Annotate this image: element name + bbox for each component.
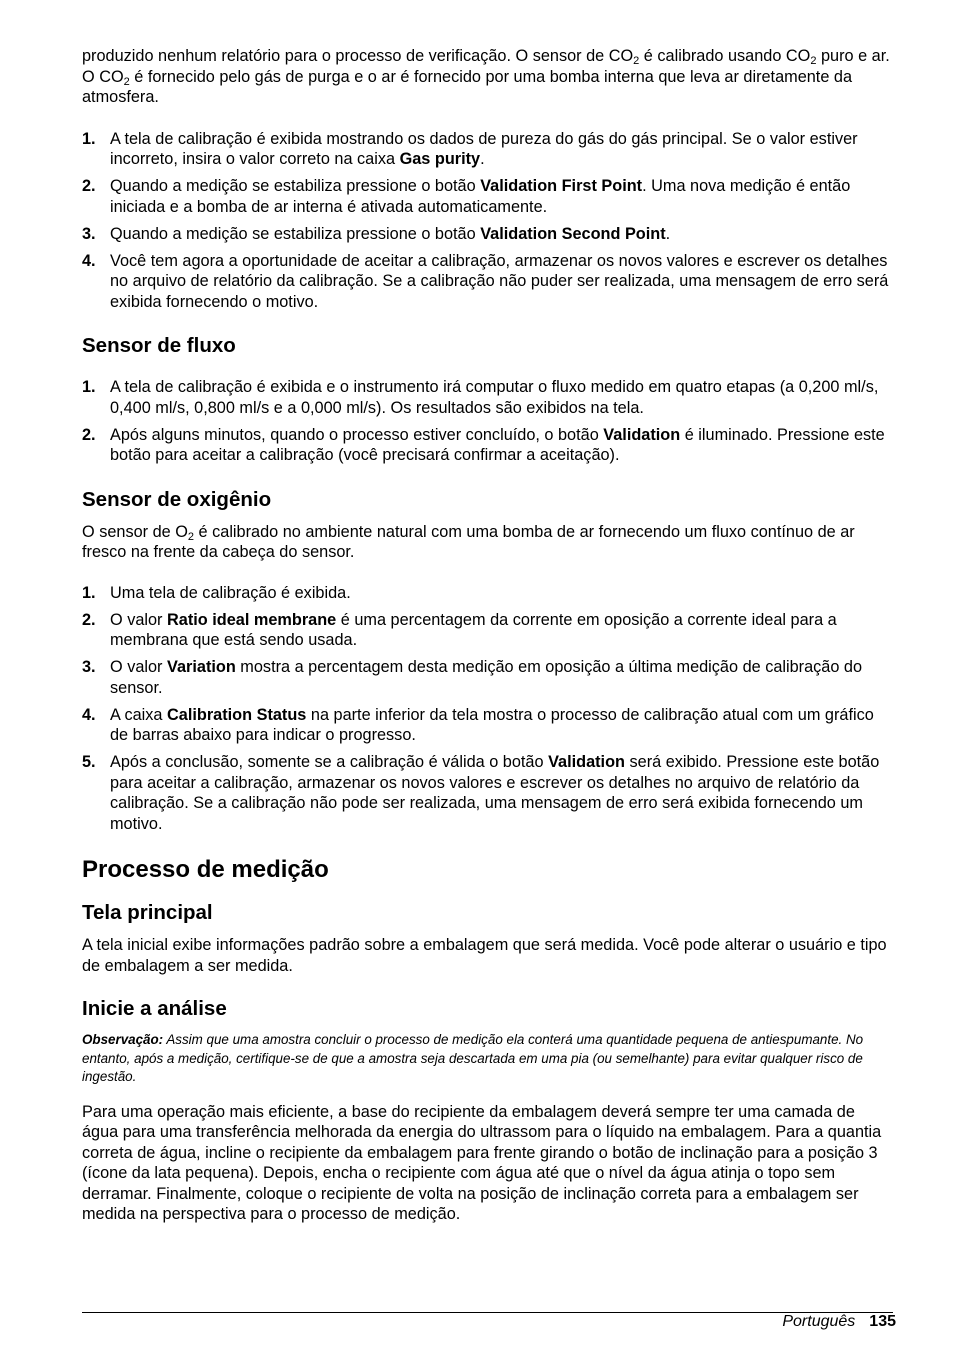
note-label: Observação:: [82, 1032, 164, 1047]
list-item: [82, 657, 892, 698]
note-text: Assim que uma amostra concluir o processo de medição ela conterá uma quantidade pequena de antiespumante. No entanto, após a medição, certifique-se de que a amostra seja descartada em uma pia (ou semelhante) para evitar qualquer risco de ingestão.: [82, 1032, 864, 1084]
step-number: 2.: [82, 177, 96, 195]
section-heading-main-screen: Tela principal: [82, 901, 213, 924]
start-paragraph: Para uma operação mais eficiente, a base do recipiente da embalagem deverá sempre ter uma camada de água para uma transferência melhorada da energia do ultrassom para o líquido na embalagem. Para a quantia correta de água, incline o recipiente da embalagem para frente girando o botão de inclinação para a posição 3 (ícone da lata pequena). Depois, encha o recipiente com água até que o nível da água atinja o topo sem derramar. Finalmente, coloque o recipiente de volta na posição de inclinação correta para a embalagem ser medida na perspectiva para o processo de medição.: [82, 1102, 882, 1223]
subscript: 2: [187, 530, 195, 543]
step-bold-term: Validation: [603, 425, 681, 444]
step-number: 4.: [82, 251, 96, 270]
step-text: Uma tela de calibração é exibida.: [110, 583, 351, 602]
step-text: é uma percentagem da corrente em oposição a corrente ideal para a membrana que está sendo usada.: [110, 610, 837, 649]
oxygen-steps-list: [82, 583, 892, 835]
step-text: A tela de calibração é exibida e o instrumento irá computar o fluxo medido em quatro etapas (a 0,200 ml/s, 0,400 ml/s, 0,800 ml/s e a 0,000 ml/s). Os resultados são exibidos na tela.: [110, 378, 879, 417]
step-text: .: [665, 224, 671, 243]
footer-language: Português: [782, 1313, 856, 1330]
list-item: [82, 251, 892, 313]
step-bold-term: Variation: [167, 658, 236, 676]
step-bold-term: Gas purity: [399, 150, 481, 168]
subscript: 2: [810, 55, 817, 67]
oxygen-text-2: é calibrado no ambiente natural com uma bomba de ar fornecendo um fluxo contínuo de ar fresco na frente da cabeça do sensor.: [82, 522, 855, 561]
step-text: Quando a medição se estabiliza pressione o botão: [110, 224, 481, 243]
step-text: Quando a medição se estabiliza pressione o botão: [110, 177, 481, 195]
subscript: 2: [123, 75, 130, 88]
step-bold-term: Validation: [548, 753, 625, 771]
step-number: 4.: [82, 705, 96, 724]
footer-rule: [82, 1312, 893, 1313]
step-text: na parte inferior da tela mostra o processo de calibração atual com um gráfico de barras abaixo para indicar o progresso.: [110, 705, 874, 744]
step-number: 5.: [82, 753, 96, 771]
list-item: [82, 705, 892, 746]
oxygen-text-1: O sensor de O: [82, 522, 188, 541]
intro-text-1: produzido nenhum relatório para o processo de verificação. O sensor de CO: [82, 47, 634, 65]
step-text: . Uma nova medição é então iniciada e a bomba de ar interna é ativada automaticamente.: [110, 177, 851, 216]
list-item: [82, 377, 892, 418]
step-text: Você tem agora a oportunidade de aceitar a calibração, armazenar os novos valores e escrever os detalhes no arquivo de relatório da calibração. Se a calibração não puder ser realizada, uma mensagem de erro será exibida fornecendo o motivo.: [110, 251, 889, 311]
step-text: A caixa: [110, 705, 168, 724]
section-heading-oxygen: Sensor de oxigênio: [82, 487, 272, 511]
intro-text-4: é fornecido pelo gás de purga e o ar é fornecido por uma bomba interna que leva ar diretamente da atmosfera.: [82, 67, 853, 106]
intro-text-2: é calibrado usando CO: [639, 47, 811, 65]
subscript: 2: [633, 55, 640, 67]
list-item: [82, 610, 892, 651]
page-footer: [782, 1312, 896, 1332]
step-bold-term: Validation Second Point: [480, 224, 666, 243]
list-item: [82, 176, 892, 217]
section-heading-start: Inicie a análise: [82, 997, 227, 1020]
intro-text-3: puro e ar. O CO: [82, 47, 890, 86]
step-text: .: [480, 150, 485, 168]
page-number: 135: [869, 1313, 896, 1330]
page-content: [82, 46, 892, 1225]
step-number: 3.: [82, 658, 96, 676]
step-bold-term: Calibration Status: [167, 705, 307, 724]
note-paragraph: [82, 1031, 892, 1087]
step-text: será exibido. Pressione este botão para aceitar a calibração, armazenar os novos valores e escrever os detalhes no arquivo de relatório da calibração. Se a calibração não pode ser realizada, uma mensagem de erro será exibida fornecendo um motivo.: [110, 753, 880, 833]
step-text: é iluminado. Pressione este botão para aceitar a calibração (você precisará confirmar a aceitação).: [110, 425, 885, 464]
chapter-heading-measurement: Processo de medição: [82, 856, 329, 883]
oxygen-paragraph: [82, 522, 892, 563]
step-bold-term: Validation First Point: [480, 177, 643, 195]
list-item: [82, 425, 892, 466]
list-item: [82, 129, 892, 170]
step-text: O valor: [110, 658, 168, 676]
step-text: Após a conclusão, somente se a calibração é válida o botão: [110, 753, 549, 771]
step-number: 1.: [82, 583, 96, 602]
step-bold-term: Ratio ideal membrane: [167, 610, 337, 629]
section-heading-flow: Sensor de fluxo: [82, 334, 236, 357]
main-screen-paragraph: A tela inicial exibe informações padrão sobre a embalagem que será medida. Você pode alterar o usuário e tipo de embalagem a ser medida.: [82, 936, 887, 975]
step-text: O valor: [110, 610, 168, 629]
intro-paragraph: [82, 46, 892, 108]
step-number: 1.: [82, 378, 96, 396]
flow-steps-list: [82, 377, 892, 466]
step-number: 2.: [82, 610, 96, 629]
step-number: 2.: [82, 425, 96, 444]
step-text: Após alguns minutos, quando o processo estiver concluído, o botão: [110, 425, 604, 444]
step-text: A tela de calibração é exibida mostrando os dados de pureza do gás do gás principal. Se o valor estiver incorreto, insira o valor correto na caixa: [110, 129, 858, 168]
list-item: [82, 583, 892, 604]
step-number: 1.: [82, 129, 96, 148]
step-number: 3.: [82, 224, 96, 243]
co2-steps-list: [82, 129, 892, 313]
step-text: mostra a percentagem desta medição em oposição a última medição de calibração do sensor.: [110, 658, 863, 697]
list-item: [82, 752, 892, 834]
list-item: [82, 224, 892, 245]
